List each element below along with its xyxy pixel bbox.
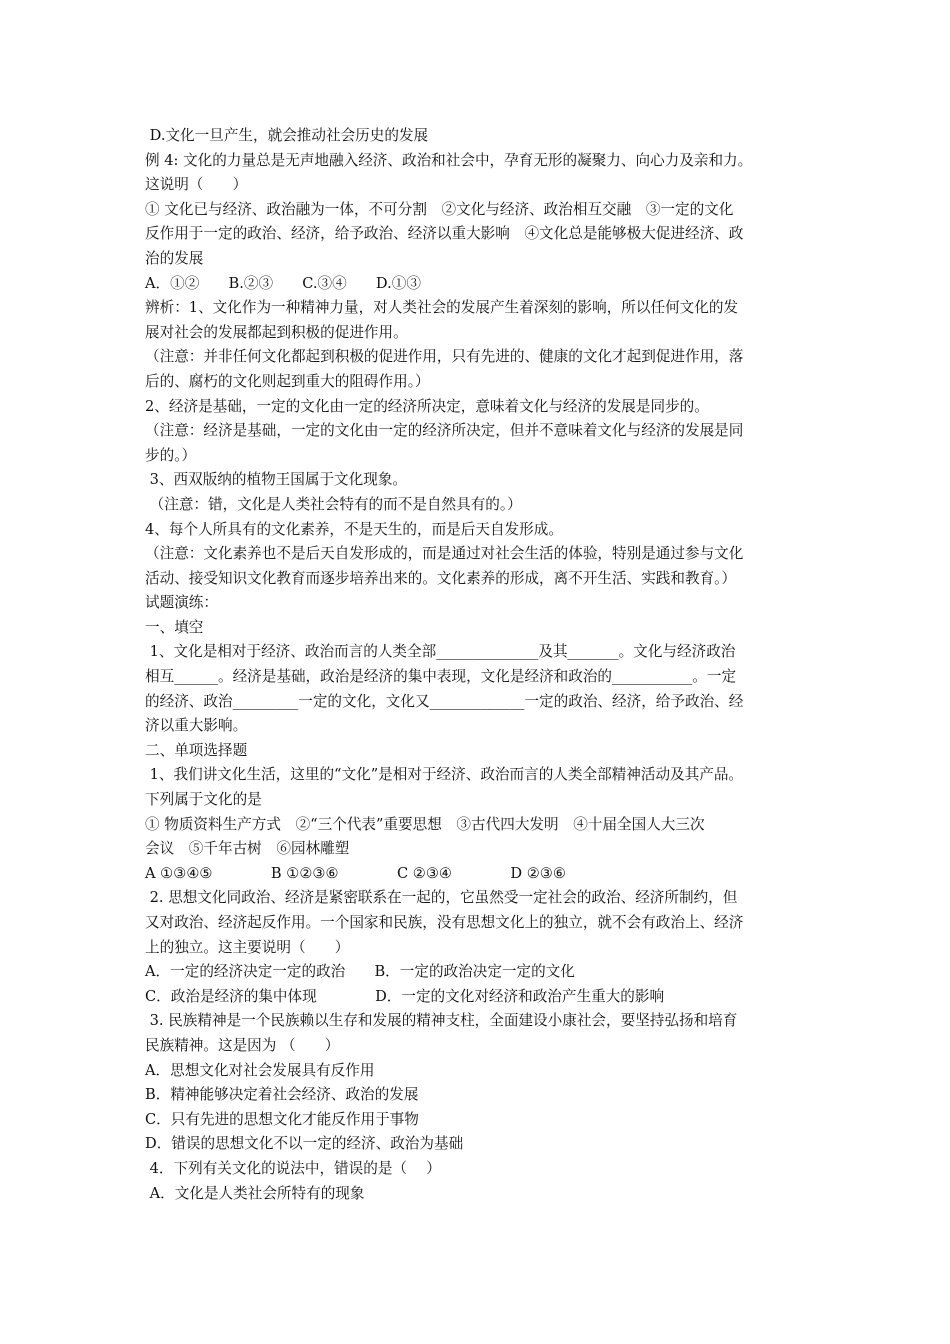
text-line: A．①② B.②③ C.③④ D.①③ xyxy=(145,274,421,292)
text-line: 3、西双版纳的植物王国属于文化现象。 xyxy=(145,471,408,489)
text-line: （注意：经济是基础，一定的文化由一定的经济所决定，但并不意味着文化与经济的发展是同 xyxy=(145,422,744,440)
text-line: 的经济、政治_________一定的文化，文化又_____________一定的政治、经济，给予政治、经 xyxy=(145,692,744,710)
text-line: 这说明（ ） xyxy=(145,176,248,194)
text-line: 辨析：1、文化作为一种精神力量，对人类社会的发展产生着深刻的影响，所以任何文化的发 xyxy=(145,299,739,317)
text-line: 济以重大影响。 xyxy=(145,717,248,735)
document-body xyxy=(145,124,820,1206)
text-line: 一、填空 xyxy=(145,618,204,636)
text-line: 步的。） xyxy=(145,446,197,464)
text-line: B．精神能够决定着社会经济、政治的发展 xyxy=(145,1086,419,1104)
text-line: 治的发展 xyxy=(145,249,204,267)
text-line: C．只有先进的思想文化才能反作用于事物 xyxy=(145,1110,419,1128)
text-line: A．一定的经济决定一定的政治 B．一定的政治决定一定的文化 xyxy=(145,963,575,981)
text-line: 1、我们讲文化生活，这里的“文化”是相对于经济、政治而言的人类全部精神活动及其产品。 xyxy=(145,766,744,784)
text-line: 展对社会的发展都起到积极的促进作用。 xyxy=(145,323,408,341)
text-line: 下列属于文化的是 xyxy=(145,791,262,809)
text-line: 2、经济是基础，一定的文化由一定的经济所决定，意味着文化与经济的发展是同步的。 xyxy=(145,397,709,415)
text-line: A．文化是人类社会所特有的现象 xyxy=(145,1184,365,1202)
text-line: 3. 民族精神是一个民族赖以生存和发展的精神支柱，全面建设小康社会，要坚持弘扬和培育 xyxy=(145,1012,738,1030)
text-line: 反作用于一定的政治、经济，给予政治、经济以重大影响 ④文化总是能够极大促进经济、政 xyxy=(145,225,744,243)
text-line: ① 物质资料生产方式 ②“三个代表”重要思想 ③古代四大发明 ④十届全国人大三次 xyxy=(145,815,705,833)
text-line: A ①③④⑤ B ①②③⑥ C ②③④ D ②③⑥ xyxy=(145,864,566,882)
text-line: （注意：并非任何文化都起到积极的促进作用，只有先进的、健康的文化才起到促进作用，落 xyxy=(145,348,744,366)
text-line: 相互______。经济是基础，政治是经济的集中表现，文化是经济和政治的___________。一定 xyxy=(145,668,737,686)
text-line: 试题演练： xyxy=(145,594,218,612)
text-line: 2. 思想文化同政治、经济是紧密联系在一起的，它虽然受一定社会的政治、经济所制约，但 xyxy=(145,889,738,907)
text-line: 民族精神。这是因为 （ ） xyxy=(145,1036,340,1054)
text-line: 活动、接受知识文化教育而逐步培养出来的。文化素养的形成，离不开生活、实践和教育。） xyxy=(145,569,737,587)
text-line: （注意：文化素养也不是后天自发形成的，而是通过对社会生活的体验，特别是通过参与文化 xyxy=(145,545,744,563)
text-line: 4．下列有关文化的说法中，错误的是（ ） xyxy=(145,1159,441,1177)
text-line: D．错误的思想文化不以一定的经济、政治为基础 xyxy=(145,1135,464,1153)
text-line: 1、文化是相对于经济、政治而言的人类全部______________及其_______。文化与经济政治 xyxy=(145,643,736,661)
text-line: 后的、腐朽的文化则起到重大的阻碍作用。） xyxy=(145,372,430,390)
text-line: C．政治是经济的集中体现 D．一定的文化对经济和政治产生重大的影响 xyxy=(145,987,665,1005)
text-line: 二、单项选择题 xyxy=(145,741,248,759)
text-line: （注意：错，文化是人类社会特有的而不是自然具有的。） xyxy=(145,495,522,513)
text-line: 会议 ⑤千年古树 ⑥园林雕塑 xyxy=(145,840,350,858)
text-line: A．思想文化对社会发展具有反作用 xyxy=(145,1061,375,1079)
text-line: 例 4: 文化的力量总是无声地融入经济、政治和社会中，孕育无形的凝聚力、向心力及亲和力。 xyxy=(145,151,753,169)
text-line: D.文化一旦产生，就会推动社会历史的发展 xyxy=(145,127,429,144)
text-line: 4、每个人所具有的文化素养，不是天生的，而是后天自发形成。 xyxy=(145,520,563,538)
text-line: ① 文化已与经济、政治融为一体，不可分割 ②文化与经济、政治相互交融 ③一定的文化 xyxy=(145,200,734,218)
text-line: 上的独立。这主要说明（ ） xyxy=(145,938,350,956)
text-line: 又对政治、经济起反作用。一个国家和民族，没有思想文化上的独立，就不会有政治上、经济 xyxy=(145,914,744,931)
